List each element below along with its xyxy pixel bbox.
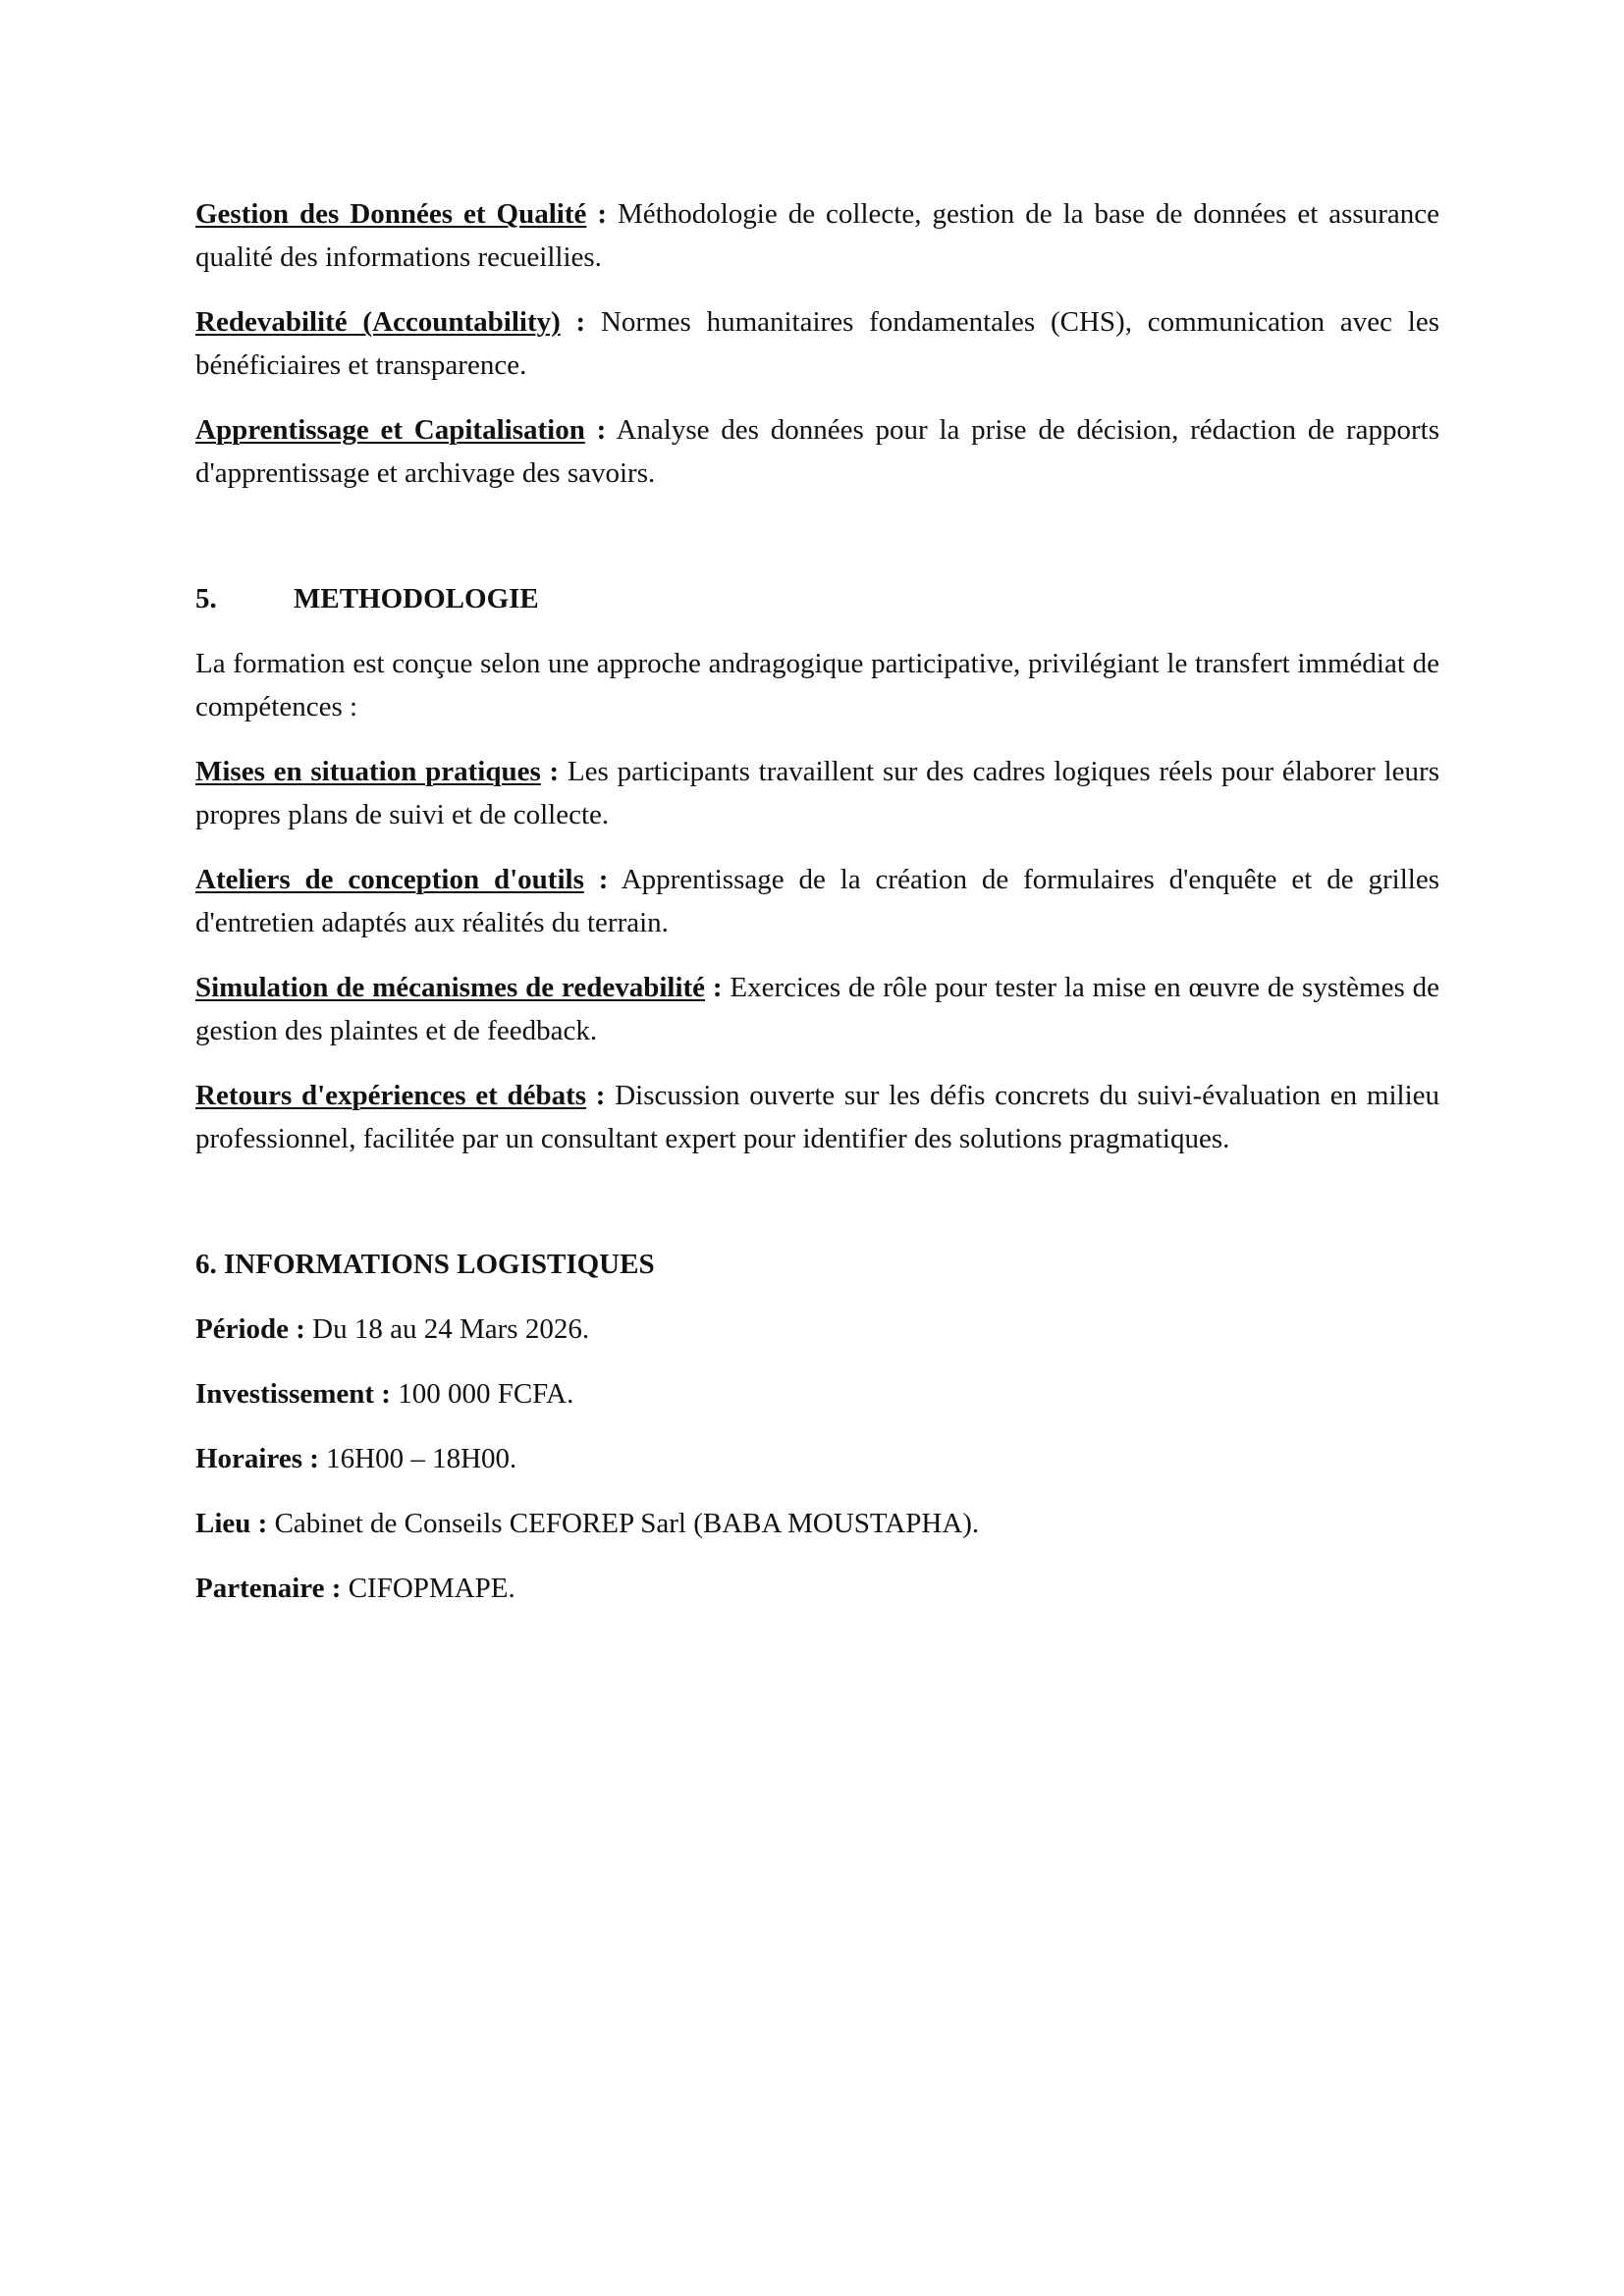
section-number: 5. [195,583,217,614]
paragraph-accountability [195,300,1439,387]
description: Exercices de rôle pour tester la mise en œuvre de systèmes de gestion des plaintes et de feedback. [195,972,1439,1046]
label-location: Lieu : [195,1508,268,1539]
value-hours: 16H00 – 18H00. [318,1443,517,1474]
colon: : [584,414,607,446]
methodology-intro: La formation est conçue selon une approche andragogique participative, privilégiant le transfert immédiat de compétences : [195,648,1439,722]
value-investment: 100 000 FCFA. [390,1378,574,1410]
colon: : [540,756,560,787]
term-simulation: Simulation de mécanismes de redevabilité [195,972,706,1003]
value-partner: CIFOPMAPE. [341,1573,515,1604]
term-practical: Mises en situation pratiques [195,756,541,787]
term-feedback: Retours d'expériences et débats [195,1080,587,1111]
term-workshops: Ateliers de conception d'outils [195,864,584,895]
logistics-investment [195,1372,1439,1415]
colon: : [583,864,609,895]
description: Discussion ouverte sur les défis concrets du suivi-évaluation en milieu professionnel, facilitée par un consultant expert pour identifier des solutions pragmatiques. [195,1080,1439,1154]
section-5-heading [195,577,1439,620]
term-accountability: Redevabilité (Accountability) [195,306,561,338]
description: Méthodologie de collecte, gestion de la base de données et assurance qualité des informations recueillies. [195,198,1439,273]
value-location: Cabinet de Conseils CEFOREP Sarl (BABA MOUSTAPHA). [267,1508,980,1539]
paragraph-feedback [195,1074,1439,1160]
term-learning: Apprentissage et Capitalisation [195,414,585,446]
label-partner: Partenaire : [195,1573,342,1604]
label-hours: Horaires : [195,1443,319,1474]
label-period: Période : [195,1313,305,1345]
value-period: Du 18 au 24 Mars 2026. [304,1313,590,1345]
document-page [195,192,1439,1610]
colon: : [586,1080,606,1111]
section-4-items [195,192,1439,495]
logistics-location [195,1502,1439,1545]
paragraph-learning [195,408,1439,495]
logistics-hours [195,1437,1439,1480]
section-6-heading: 6. INFORMATIONS LOGISTIQUES [195,1249,655,1280]
paragraph-workshops [195,858,1439,944]
paragraph-data-quality [195,192,1439,279]
label-investment: Investissement : [195,1378,391,1410]
paragraph-simulation [195,966,1439,1052]
logistics-period [195,1308,1439,1351]
description: Les participants travaillent sur des cadres logiques réels pour élaborer leurs propres plans de suivi et de collecte. [195,756,1439,830]
colon: : [705,972,723,1003]
description: Analyse des données pour la prise de décision, rédaction de rapports d'apprentissage et archivage des savoirs. [195,414,1439,489]
colon: : [586,198,608,230]
logistics-partner [195,1567,1439,1610]
term-data-quality: Gestion des Données et Qualité [195,198,587,230]
description: Normes humanitaires fondamentales (CHS), communication avec les bénéficiaires et transparence. [195,306,1439,381]
paragraph-practical [195,750,1439,836]
colon: : [560,306,586,338]
description: Apprentissage de la création de formulaires d'enquête et de grilles d'entretien adaptés aux réalités du terrain. [195,864,1439,938]
section-title: METHODOLOGIE [294,583,539,614]
